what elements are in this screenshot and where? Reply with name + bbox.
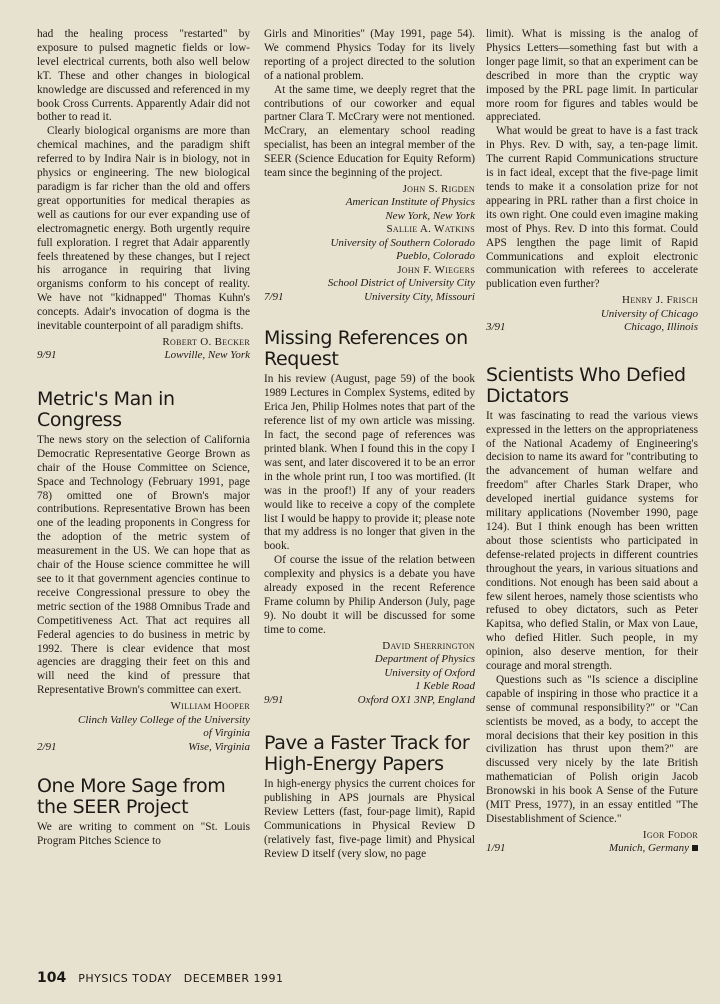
author-affiliation: Clinch Valley College of the University	[78, 713, 250, 726]
letter-date: 2/91	[37, 740, 57, 753]
signature-block	[37, 336, 250, 363]
letter-heading: Metric's Man in Congress	[37, 387, 175, 431]
letter-date: 3/91	[486, 321, 506, 334]
author-name: David Sherrington	[382, 639, 475, 652]
letter-paragraph: It was fascinating to read the various views expressed in the letters on the appropriateness of the National Academy of Engineering's decision to name its award for "contributing to the advancement of human welfare and freedom" after Charles Stark Draper, who developed inertial guidance systems for military applications (November 1990, page 124). But I think enough has been written about those scientists who participated in defense-related projects in different countries throughout the years, in various situations and conditions. Not enough has been said about a few silent heroes, namely those scientists who refused to obey dictators, such as Peter Kapitsa, who defied Stalin, or Max von Laue, who defied Hitler. Such people, in my opinion, also deserve mention, for their courage and moral strength.	[486, 409, 698, 673]
letter-heading: Missing References on Request	[264, 327, 468, 371]
end-mark-icon	[692, 845, 698, 851]
author-name: Igor Fodor	[642, 828, 698, 841]
magazine-name: PHYSICS TODAY	[78, 972, 172, 985]
author-name: Henry J. Frisch	[622, 294, 698, 307]
letter-paragraph: At the same time, we deeply regret that the contributions of our coworker and equal partner Clara T. McCrary were not mentioned. McCrary, an elementary school reading specialist, has been an integral member of the SEER (Science Education for Equity Reform) team since the beginning of the project.	[264, 83, 475, 180]
page-footer	[37, 970, 283, 986]
author-affiliation: Department of Physics	[374, 653, 475, 666]
letter-paragraph: Questions such as "Is science a discipline capable of inspiring in those who practice it a sense of communal responsibility?" or "Can scientists be moved, as a body, to accept the moral decisions that their key position in this civilization has thrust upon them?" are discussed very nicely by the late British mathematician of Polish origin Jacob Bronowski in his book A Sense of the Future (MIT Press, 1977), in an essay entitled "The Disestablishment of Science."	[486, 673, 698, 825]
page-number: 104	[37, 970, 67, 986]
letter-paragraph: had the healing process "restarted" by exposure to pulsed magnetic fields or low-level electrical currents, both also well below kT. These and other changes in biological knowledge are discussed and referenced in my book Cross Currents. Apparently Adair did not bother to read it.	[37, 28, 250, 124]
author-name: Robert O. Becker	[162, 335, 250, 348]
letter-date: 1/91	[486, 842, 506, 855]
author-affiliation: University of Southern Colorado	[330, 236, 475, 249]
letter-heading: One More Sage from the SEER Project	[37, 775, 226, 819]
author-affiliation: Pueblo, Colorado	[396, 250, 475, 263]
letter-paragraph: The news story on the selection of California Democratic Representative George Brown as chair of the House Committee on Science, Space and Technology (February 1991, page 78) omitted one of Brown's major contributions. Representative Brown has been one of the leading proponents in Congress for the adoption of the metric system of measurement in the US. We can hope that as chair of the House science committee he will see to it that government agencies continue to receive Congressional pressure to obey the metric section of the 1988 Omnibus Trade and Competitiveness Act. That act requires all Federal agencies to do business in metric by 1992. There is clear evidence that most agencies are dragging their feet on this and will need the kind of pressure that Representative Brown's committee can exert.	[37, 433, 250, 697]
author-affiliation: University of Chicago	[600, 307, 698, 320]
letter-paragraph: Clearly biological organisms are more than chemical machines, and the paradigm shift referred to by Indira Nair is in biology, not in physics or engineering. The new biological paradigm is far richer than the old and offers great opportunities for medical therapies as well as cautions for our ever expanding use of electromagnetic energy. Both urgently require full exploration. I regret that Adair apparently feels threatened by these changes, but I reject his arrogance in requiring that living organisms conform to his concept of reality. We have not "kidnapped" Thomas Kuhn's concepts. Adair's invocation of dogma is the inevitable counterpoint of all paradigm shifts.	[37, 125, 250, 333]
author-affiliation: University of Oxford	[384, 666, 475, 679]
author-name: William Hooper	[170, 700, 250, 713]
column-3	[486, 28, 698, 856]
author-place: Wise, Virginia	[188, 740, 250, 753]
signature-block	[486, 294, 698, 335]
letter-paragraph: Girls and Minorities" (May 1991, page 54). We commend Physics Today for its lively reporting of a project directed to the solution of a national problem.	[264, 28, 475, 82]
letter-date: 9/91	[37, 349, 57, 362]
author-name: Sallie A. Watkins	[386, 223, 475, 236]
signature-block	[486, 829, 698, 856]
letter-paragraph: In high-energy physics the current choices for publishing in APS journals are Physical Review Letters (fast, four-page limit), Rapid Communications in Physical Review D (relatively fast, five-page limit) and Physical Review D itself (very slow, no page	[264, 778, 475, 860]
author-place: Munich, Germany	[608, 842, 689, 855]
letter-paragraph: We are writing to comment on "St. Louis Program Pitches Science to	[37, 821, 250, 848]
author-affiliation: New York, New York	[385, 209, 475, 222]
author-affiliation: American Institute of Physics	[345, 196, 475, 209]
author-name: John F. Wiegers	[397, 263, 475, 276]
signature-block	[264, 183, 475, 305]
signature-block	[264, 640, 475, 708]
letter-paragraph: Of course the issue of the relation between complexity and physics is a debate you have already exposed in the recent Reference Frame column by Philip Anderson (July, page 9). No doubt it will be discussed for some time to come.	[264, 554, 475, 636]
letter-heading: Pave a Faster Track for High-Energy Papers	[264, 732, 470, 776]
author-place: Oxford OX1 3NP, England	[357, 693, 475, 706]
signature-block	[37, 700, 250, 754]
letter-date: 9/91	[264, 693, 284, 706]
author-place: University City, Missouri	[364, 290, 475, 303]
column-2	[264, 28, 475, 862]
letter-paragraph: In his review (August, page 59) of the book 1989 Lectures in Complex Systems, edited by Erica Jen, Philip Holmes notes that part of the reference list of my own article was missing. In fact, the second page of references was printed blank. When I found this in the copy I was sent, and later discovered it to be an error in the whole print run, I too was mortified. (It was in the proof!) If any of your readers would like to receive a copy of the complete list I would be happy to provide it; please note that my address is no longer that given in the book.	[264, 373, 475, 553]
author-place: Chicago, Illinois	[624, 321, 698, 334]
author-affiliation: 1 Keble Road	[415, 680, 475, 693]
author-affiliation: of Virginia	[203, 727, 250, 740]
letter-paragraph: What would be great to have is a fast track in Phys. Rev. D with, say, a ten-page limit. The current Rapid Communications structure is in fact ideal, except that the five-page limit tends to make it a consolation prize for not appearing in PRL rather than a first choice in its own right. One could even imagine making most of Phys. Rev. D into this format. Could APS lengthen the page limit of Rapid Communications and exploit electronic communication with referees to accelerate publication even further?	[486, 125, 698, 291]
letter-date: 7/91	[264, 290, 284, 303]
author-affiliation: School District of University City	[327, 277, 475, 290]
author-name: John S. Rigden	[402, 182, 475, 195]
issue-date: DECEMBER 1991	[183, 972, 284, 985]
letter-paragraph: limit). What is missing is the analog of Physics Letters—something fast but with a longer page limit, so that an experiment can be described in more than the cryptic way imposed by the PRL page limit. In particular more room for figures and tables would be appreciated.	[486, 28, 698, 124]
author-place: Lowville, New York	[164, 349, 250, 362]
column-1	[37, 28, 250, 849]
letter-heading: Scientists Who Defied Dictators	[486, 363, 686, 407]
